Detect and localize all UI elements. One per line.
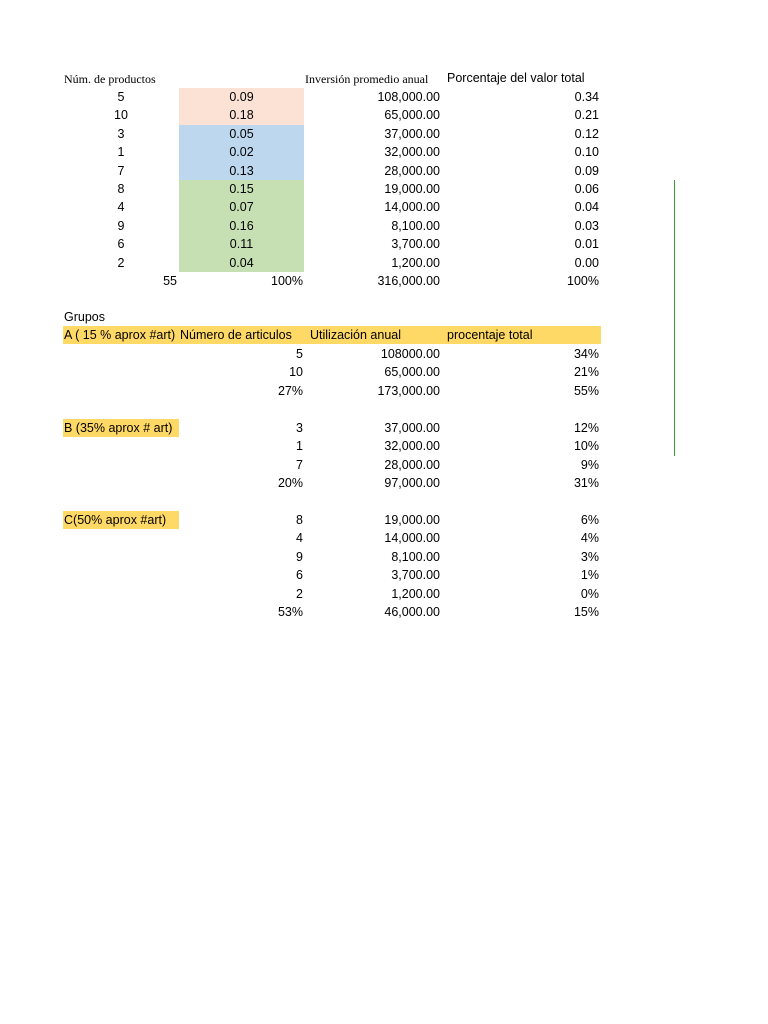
header-porcentaje: Porcentaje del valor total [447,71,585,85]
group-row-percent: 3% [580,549,599,564]
header-inversion: Inversión promedio anual [305,72,429,86]
group-row-percent: 34% [573,347,599,361]
group-total-utilizacion: 46,000.00 [384,605,440,619]
total-inversion: 316,000.00 [377,274,440,288]
product-number: 9 [117,218,125,233]
fraction-cell: 0.16 [179,217,304,236]
product-number: 6 [117,237,125,252]
group-total-number: 20% [277,476,303,491]
product-number: 5 [117,90,125,104]
group-row-number: 5 [296,347,303,361]
inversion-cell: 14,000.00 [384,200,440,215]
group-row-utilizacion: 14,000.00 [384,531,440,546]
group-total-number: 53% [277,605,303,619]
product-number: 4 [117,200,125,215]
fraction-cell: 0.09 [179,88,304,107]
group-row-utilizacion: 8,100.00 [391,549,440,564]
group-a-label: A ( 15 % aprox #art) [64,328,176,342]
group-row-percent: 4% [580,531,599,546]
header-utilizacion: Utilización anual [310,328,402,342]
group-row-number: 3 [296,421,303,435]
percent-cell: 0.34 [574,90,599,104]
product-number: 8 [117,182,125,196]
percent-cell: 0.09 [574,163,599,178]
border-line [674,180,675,456]
group-row-number: 2 [296,586,303,601]
header-num-productos: Núm. de productos [64,72,156,86]
group-total-number: 27% [277,383,303,398]
header-numero-articulos: Número de articulos [180,328,292,342]
total-porcentaje: 100% [567,274,599,288]
groups-title: Grupos [64,310,105,324]
percent-cell: 0.01 [574,237,599,252]
group-row-utilizacion: 28,000.00 [384,457,440,472]
inversion-cell: 1,200.00 [391,255,440,270]
group-total-utilizacion: 97,000.00 [384,476,440,491]
group-row-utilizacion: 37,000.00 [384,421,440,435]
percent-cell: 0.04 [574,200,599,215]
group-row-utilizacion: 108000.00 [380,347,440,361]
percent-cell: 0.00 [574,255,599,270]
fraction-cell: 0.13 [179,162,304,181]
group-c-label: C(50% aprox #art) [64,513,167,527]
inversion-cell: 3,700.00 [391,237,440,252]
inversion-cell: 19,000.00 [384,182,440,196]
fraction-cell: 0.02 [179,143,304,162]
group-row-utilizacion: 19,000.00 [384,513,440,527]
group-row-number: 6 [296,568,303,583]
group-b-label: B (35% aprox # art) [64,421,173,435]
header-porcentaje-total: procentaje total [447,328,533,342]
group-row-number: 1 [296,439,303,454]
fraction-cell: 0.07 [179,198,304,217]
inversion-cell: 65,000.00 [384,108,440,123]
group-row-percent: 12% [573,421,599,435]
total-count: 55 [163,274,177,288]
product-number: 7 [117,163,125,178]
group-row-percent: 1% [580,568,599,583]
group-row-percent: 21% [573,365,599,380]
fraction-cell: 0.15 [179,180,304,199]
percent-cell: 0.06 [574,182,599,196]
group-row-utilizacion: 32,000.00 [384,439,440,454]
group-row-percent: 10% [573,439,599,454]
group-total-percent: 55% [573,383,599,398]
group-total-percent: 31% [573,476,599,491]
inversion-cell: 37,000.00 [384,126,440,141]
group-row-utilizacion: 65,000.00 [384,365,440,380]
group-row-number: 8 [296,513,303,527]
group-row-utilizacion: 1,200.00 [391,586,440,601]
group-row-number: 4 [296,531,303,546]
percent-cell: 0.12 [574,126,599,141]
total-fraction: 100% [271,274,303,288]
group-row-percent: 9% [580,457,599,472]
product-number: 10 [114,108,128,123]
product-number: 1 [117,145,125,160]
inversion-cell: 28,000.00 [384,163,440,178]
product-number: 2 [117,255,125,270]
product-number: 3 [117,126,125,141]
inversion-cell: 8,100.00 [391,218,440,233]
group-row-number: 10 [289,365,303,380]
fraction-cell: 0.18 [179,106,304,125]
fraction-cell: 0.11 [179,235,304,254]
group-row-percent: 6% [580,513,599,527]
group-total-utilizacion: 173,000.00 [377,383,440,398]
group-row-utilizacion: 3,700.00 [391,568,440,583]
group-row-number: 9 [296,549,303,564]
fraction-cell: 0.05 [179,125,304,144]
inversion-cell: 32,000.00 [384,145,440,160]
fraction-cell: 0.04 [179,254,304,273]
group-total-percent: 15% [573,605,599,619]
group-row-percent: 0% [580,586,599,601]
percent-cell: 0.21 [574,108,599,123]
inversion-cell: 108,000.00 [377,90,440,104]
group-row-number: 7 [296,457,303,472]
percent-cell: 0.10 [574,145,599,160]
percent-cell: 0.03 [574,218,599,233]
